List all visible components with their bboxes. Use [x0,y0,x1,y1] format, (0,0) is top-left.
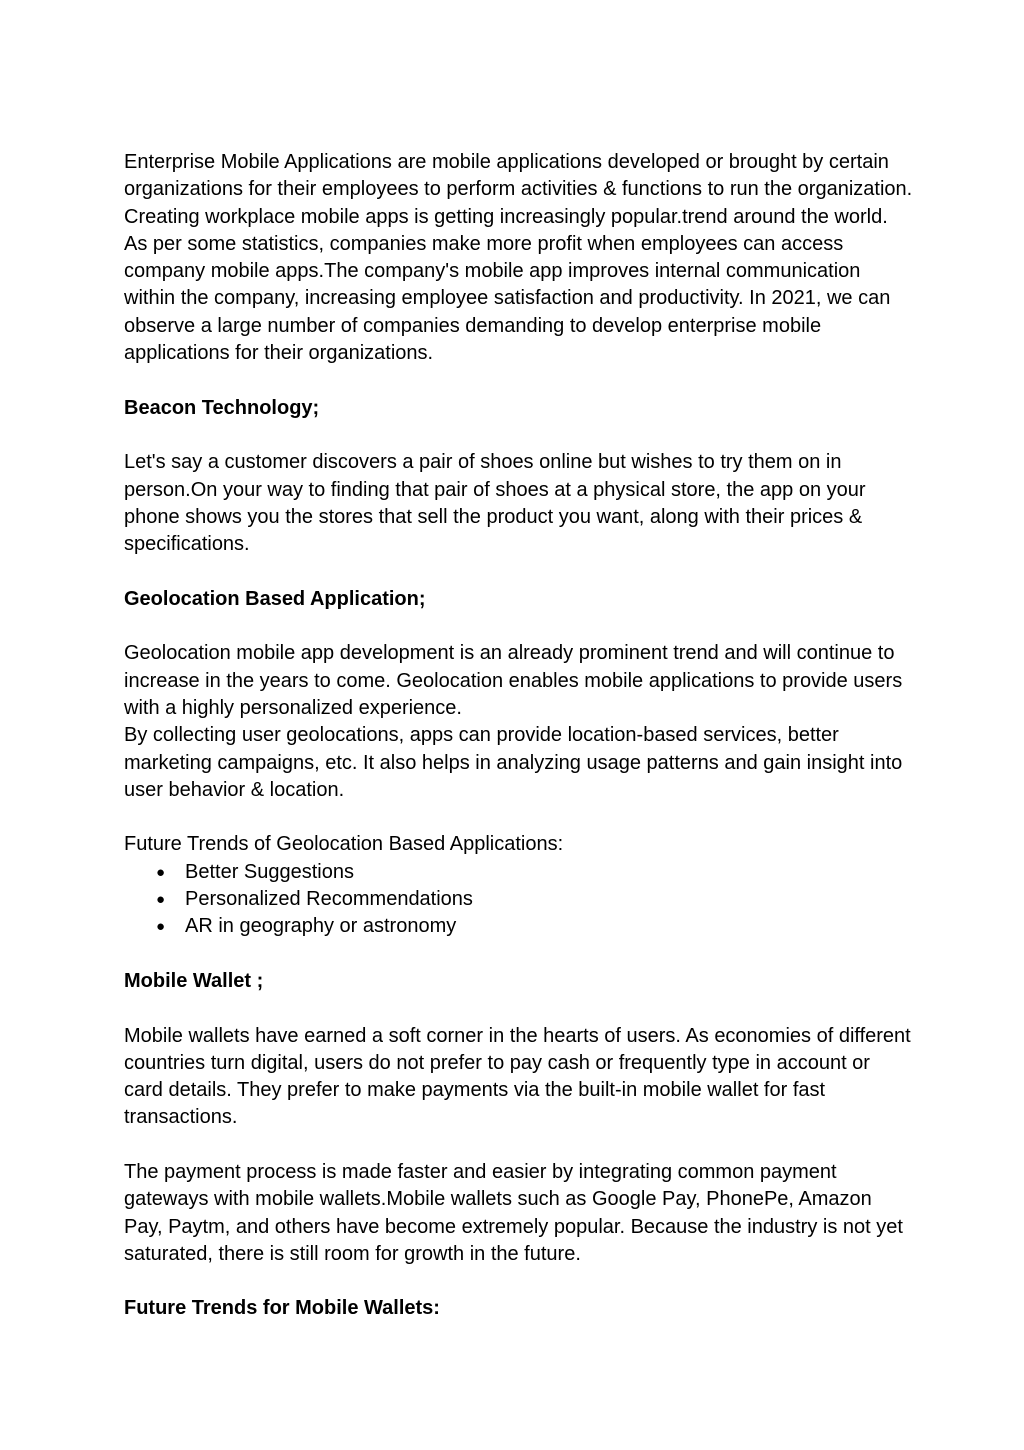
beacon-paragraph: Let's say a customer discovers a pair of shoes online but wishes to try them on in person.On your way to finding that pair of shoes at a physical store, the app on your phone shows you the stores that sell the product you want, along with their prices & specifications. [124,451,866,556]
intro-paragraph: Enterprise Mobile Applications are mobile applications developed or brought by certain organizations for their employees to perform activities & functions to run the organization. Creating workplace mobile apps is getting increasingly popular.trend around the world. As per some statistics, companies make more profit when employees can access company mobile apps.The company's mobile app improves internal communication within the company, increasing employee satisfaction and productivity. In 2021, we can observe a large number of companies demanding to develop enterprise mobile applications for their organizations. [124,151,913,365]
list-item-text: Personalized Recommendations [185,888,473,911]
list-item-text: AR in geography or astronomy [185,915,457,938]
list-item [124,913,914,940]
list-item-text: Better Suggestions [185,860,354,883]
list-item [124,886,914,913]
document-body [124,149,914,1350]
bullet-icon: ● [156,918,166,936]
mobile-wallet-future-heading: Future Trends for Mobile Wallets: [124,1297,440,1320]
mobile-wallet-paragraph-1: Mobile wallets have earned a soft corner in the hearts of users. As economies of different countries turn digital, users do not prefer to pay cash or frequently type in account or card details. They prefer to make payments via the built-in mobile wallet for fast transactions. [124,1024,911,1129]
geolocation-paragraph-2: By collecting user geolocations, apps can provide location-based services, better marketing campaigns, etc. It also helps in analyzing usage patterns and gain insight into user behavior & location. [124,724,903,801]
bullet-icon: ● [156,863,166,881]
beacon-heading: Beacon Technology; [124,396,320,419]
geolocation-trends-intro: Future Trends of Geolocation Based Applications: [124,833,564,856]
bullet-icon: ● [156,891,166,909]
geolocation-trends-list [124,859,914,941]
mobile-wallet-heading: Mobile Wallet ; [124,969,264,992]
geolocation-paragraph-1: Geolocation mobile app development is an already prominent trend and will continue to increase in the years to come. Geolocation enables mobile applications to provide users with a highly personalized experience. [124,642,903,719]
geolocation-heading: Geolocation Based Application; [124,587,426,610]
list-item [124,859,914,886]
mobile-wallet-paragraph-2: The payment process is made faster and easier by integrating common payment gateways with mobile wallets.Mobile wallets such as Google Pay, PhonePe, Amazon Pay, Paytm, and others have become extremely popular. Because the industry is not yet saturated, there is still room for growth in the future. [124,1160,903,1265]
